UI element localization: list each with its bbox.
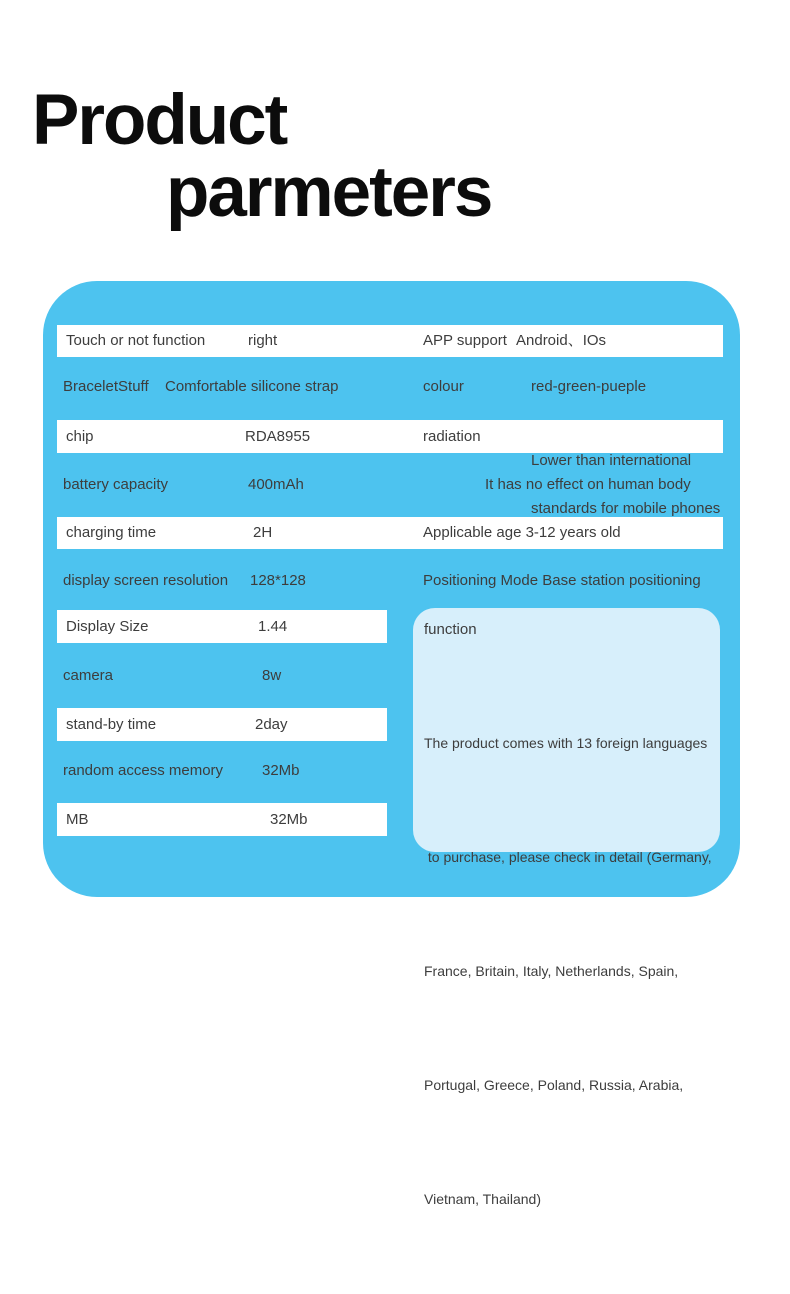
spec-value: 2H	[253, 524, 273, 541]
spec-label: Display Size	[66, 618, 149, 635]
function-box-line: Portugal, Greece, Poland, Russia, Arabia,	[424, 1077, 684, 1093]
radiation-value-line2: standards for mobile phones	[531, 500, 721, 517]
spec-label: MB	[66, 811, 89, 828]
positioning-mode-note: Positioning Mode Base station positioning	[423, 572, 701, 589]
radiation-value-line1: Lower than international	[531, 452, 692, 469]
spec-value: Android、IOs	[516, 332, 607, 349]
function-box	[413, 608, 720, 1207]
function-box-line: The product comes with 13 foreign languages	[424, 735, 708, 751]
spec-value: 1.44	[258, 618, 288, 635]
spec-label: radiation	[423, 428, 481, 445]
spec-label: charging time	[66, 524, 157, 541]
function-box-line: Vietnam, Thailand)	[424, 1191, 541, 1207]
spec-label: colour	[423, 378, 464, 395]
spec-label: display screen resolution	[63, 572, 229, 589]
spec-label: chip	[66, 428, 94, 445]
function-box-line: to purchase, please check in detail (Germany,	[424, 849, 712, 865]
spec-label: Touch or not function	[66, 332, 206, 349]
row-highlight-bar	[57, 803, 387, 836]
page-title-line2: parmeters	[166, 153, 492, 232]
spec-value: RDA8955	[245, 428, 311, 445]
spec-value: 8w	[262, 667, 282, 684]
spec-value: Comfortable silicone strap	[165, 378, 339, 395]
applicable-age-note: Applicable age 3-12 years old	[423, 524, 621, 541]
page-title-line1: Product	[32, 81, 287, 160]
spec-label: camera	[63, 667, 114, 684]
function-box-heading: function	[424, 621, 477, 638]
spec-value: red-green-pueple	[531, 378, 647, 395]
spec-value: 2day	[255, 716, 288, 733]
spec-value: right	[248, 332, 278, 349]
spec-value: 400mAh	[248, 476, 304, 493]
spec-label: random access memory	[63, 762, 224, 779]
spec-panel	[43, 281, 740, 1207]
function-box-text	[424, 648, 712, 1294]
spec-value: 32Mb	[270, 811, 308, 828]
function-box-line: France, Britain, Italy, Netherlands, Spain,	[424, 963, 679, 979]
spec-label: battery capacity	[63, 476, 169, 493]
spec-value: 32Mb	[262, 762, 300, 779]
radiation-effect-note: It has no effect on human body	[485, 476, 691, 493]
spec-label: APP support	[423, 332, 507, 349]
spec-label: stand-by time	[66, 716, 157, 733]
spec-value: 128*128	[250, 572, 306, 589]
spec-label: BraceletStuff	[63, 378, 149, 395]
